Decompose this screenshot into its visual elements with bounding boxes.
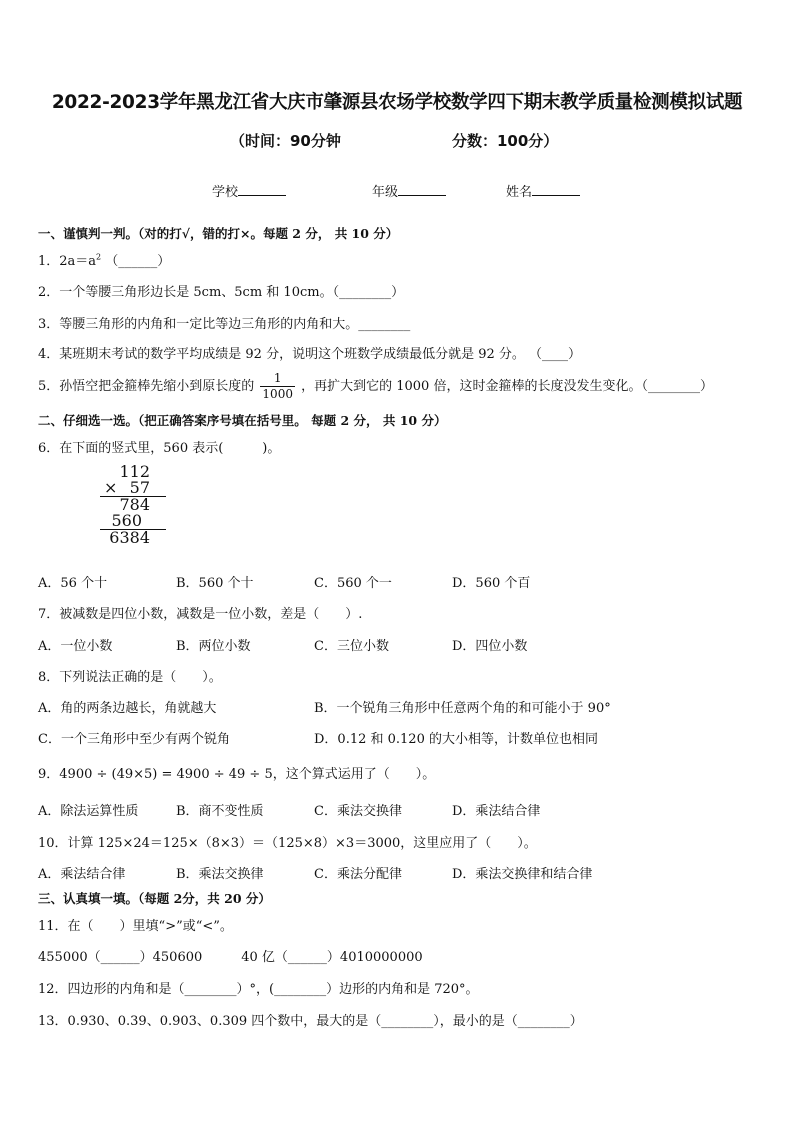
q9-option-b[interactable]: B．商不变性质 <box>176 804 264 819</box>
vertical-multiplication <box>100 464 166 546</box>
q10-option-c[interactable]: C．乘法分配律 <box>314 867 402 882</box>
section-1-heading: 一、谨慎判一判。（对的打√，错的打×。每题 2 分， 共 10 分） <box>38 226 399 241</box>
fraction <box>260 371 295 402</box>
question-11: 11．在（ ）里填“>”或“<”。 <box>38 919 233 934</box>
question-8: 8．下列说法正确的是（ ）。 <box>38 670 222 685</box>
school-blank[interactable] <box>238 181 286 196</box>
question-7: 7．被减数是四位小数，减数是一位小数，差是（ ）. <box>38 607 363 622</box>
q10-option-d[interactable]: D．乘法交换律和结合律 <box>452 867 593 882</box>
q8-option-b[interactable]: B．一个锐角三角形中任意两个角的和可能小于 90° <box>314 701 611 716</box>
fraction-denominator: 1000 <box>262 387 293 401</box>
question-5 <box>38 371 713 402</box>
q10-option-a[interactable]: A．乘法结合律 <box>38 867 126 882</box>
question-1-text: 1．2a＝a <box>38 254 97 269</box>
q8-option-d[interactable]: D．0.12 和 0.120 的大小相等，计数单位也相同 <box>314 732 598 747</box>
question-5-text-a: 5．孙悟空把金箍棒先缩小到原长度的 <box>38 379 255 394</box>
grade-field <box>372 181 446 200</box>
section-3-heading: 三、认真填一填。（每题 2分，共 20 分） <box>38 891 271 906</box>
question-11-comparisons: 455000（______）450600 40 亿（______）4010000000 <box>38 950 423 965</box>
name-label: 姓名 <box>506 185 533 200</box>
q7-option-a[interactable]: A．一位小数 <box>38 639 113 654</box>
fraction-numerator: 1 <box>260 371 295 387</box>
name-field <box>506 181 580 200</box>
q8-option-c[interactable]: C．一个三角形中至少有两个锐角 <box>38 732 230 747</box>
question-10: 10．计算 125×24＝125×（8×3）＝（125×8）×3＝3000，这里应用了（ ）。 <box>38 836 537 851</box>
school-label: 学校 <box>212 185 239 200</box>
q7-option-d[interactable]: D．四位小数 <box>452 639 528 654</box>
q10-option-b[interactable]: B．乘法交换律 <box>176 867 264 882</box>
question-1-exponent: 2 <box>96 252 102 262</box>
question-4: 4．某班期末考试的数学平均成绩是 92 分，说明这个班数学成绩最低分就是 92 分。 （____） <box>38 347 582 362</box>
question-5-text-b: ，再扩大到它的 1000 倍，这时金箍棒的长度没发生变化。（________） <box>301 379 713 394</box>
q9-option-a[interactable]: A．除法运算性质 <box>38 804 139 819</box>
exam-score: 分数：100分） <box>452 132 559 150</box>
grade-blank[interactable] <box>398 181 446 196</box>
q6-option-b[interactable]: B．560 个十 <box>176 576 254 591</box>
multiply-sign: × <box>104 478 118 497</box>
question-12: 12．四边形的内角和是（________）°，(________）边形的内角和是 720°。 <box>38 982 479 997</box>
question-13: 13．0.930、0.39、0.903、0.309 四个数中，最大的是（________），最小的是（________） <box>38 1014 583 1029</box>
calc-partial-2: 560 <box>100 513 166 530</box>
q9-option-c[interactable]: C．乘法交换律 <box>314 804 402 819</box>
exam-title: 2022-2023学年黑龙江省大庆市肇源县农场学校数学四下期末教学质量检测模拟试题 <box>51 92 743 113</box>
calc-multiplier: 57 <box>129 478 150 497</box>
exam-time: （时间：90分钟 <box>230 132 341 150</box>
q6-option-c[interactable]: C．560 个一 <box>314 576 392 591</box>
grade-label: 年级 <box>372 185 399 200</box>
school-field <box>212 181 286 200</box>
question-2: 2．一个等腰三角形边长是 5cm、5cm 和 10cm。（________） <box>38 285 405 300</box>
q7-option-c[interactable]: C．三位小数 <box>314 639 389 654</box>
q7-option-b[interactable]: B．两位小数 <box>176 639 251 654</box>
q6-option-d[interactable]: D．560 个百 <box>452 576 531 591</box>
question-3: 3．等腰三角形的内角和一定比等边三角形的内角和大。________ <box>38 317 411 332</box>
question-1-blank[interactable]: （______） <box>105 254 171 269</box>
calc-multiplicand: 112 <box>119 462 150 481</box>
question-6: 6．在下面的竖式里，560 表示( )。 <box>38 441 281 456</box>
calc-result: 6384 <box>109 528 150 547</box>
q6-option-a[interactable]: A．56 个十 <box>38 576 108 591</box>
calc-partial-1: 784 <box>119 495 150 514</box>
question-1 <box>38 250 170 269</box>
section-2-heading: 二、仔细选一选。（把正确答案序号填在括号里。 每题 2 分， 共 10 分） <box>38 413 447 428</box>
name-blank[interactable] <box>532 181 580 196</box>
q9-option-d[interactable]: D．乘法结合律 <box>452 804 541 819</box>
q8-option-a[interactable]: A．角的两条边越长，角就越大 <box>38 701 217 716</box>
question-9: 9．4900 ÷ (49×5) = 4900 ÷ 49 ÷ 5，这个算式运用了（ ）。 <box>38 767 436 782</box>
